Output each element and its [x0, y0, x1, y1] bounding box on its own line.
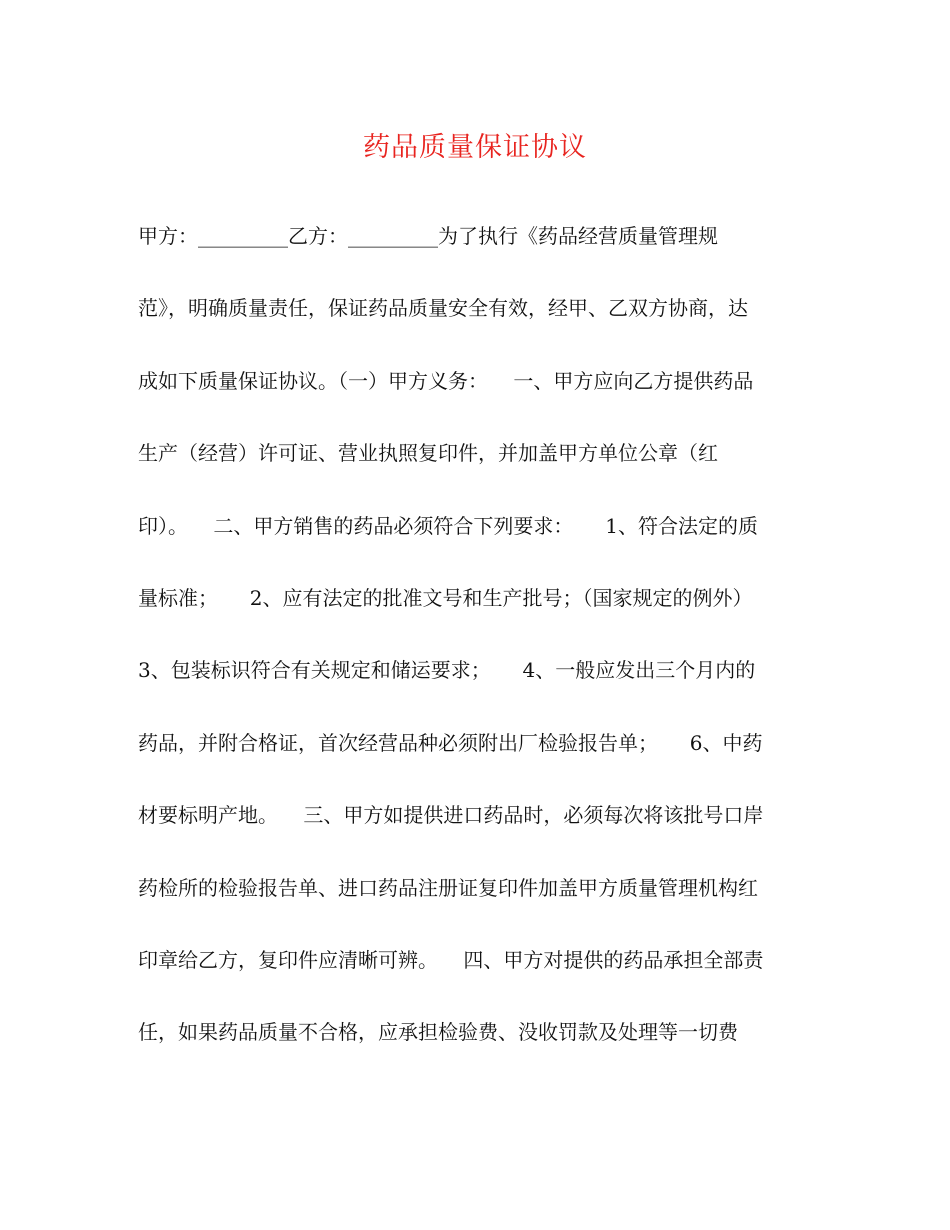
paragraph-line: 药品，并附合格证，首次经营品种必须附出厂检验报告单； 6、中药: [138, 730, 763, 755]
paragraph-line: 印）。 二、甲方销售的药品必须符合下列要求： 1、符合法定的质: [138, 513, 758, 538]
paragraph-line: 任，如果药品质量不合格，应承担检验费、没收罚款及处理等一切费: [138, 1020, 738, 1045]
document-title: 药品质量保证协议: [363, 132, 587, 163]
paragraph-line: 材要标明产地。 三、甲方如提供进口药品时，必须每次将该批号口岸: [138, 803, 764, 828]
paragraph-line: 范》，明确质量责任，保证药品质量安全有效，经甲、乙双方协商，达: [138, 296, 748, 321]
paragraph-line: 药检所的检验报告单、进口药品注册证复印件加盖甲方质量管理机构红: [138, 875, 758, 900]
paragraph-line: 生产（经营）许可证、营业执照复印件，并加盖甲方单位公章（红: [138, 441, 718, 466]
paragraph-line: 成如下质量保证协议。（一）甲方义务： 一、甲方应向乙方提供药品: [138, 368, 754, 393]
document-body: [138, 216, 818, 1085]
paragraph-line: 印章给乙方，复印件应清晰可辨。 四、甲方对提供的药品承担全部责: [138, 947, 764, 972]
paragraph-line: 3、包装标识符合有关规定和储运要求； 4、一般应发出三个月内的: [138, 658, 756, 683]
paragraph-line: 甲方：_________乙方：_________为了执行《药品经营质量管理规: [138, 224, 718, 248]
paragraph-line: 量标准； 2、应有法定的批准文号和生产批号；（国家规定的例外）: [138, 585, 753, 610]
